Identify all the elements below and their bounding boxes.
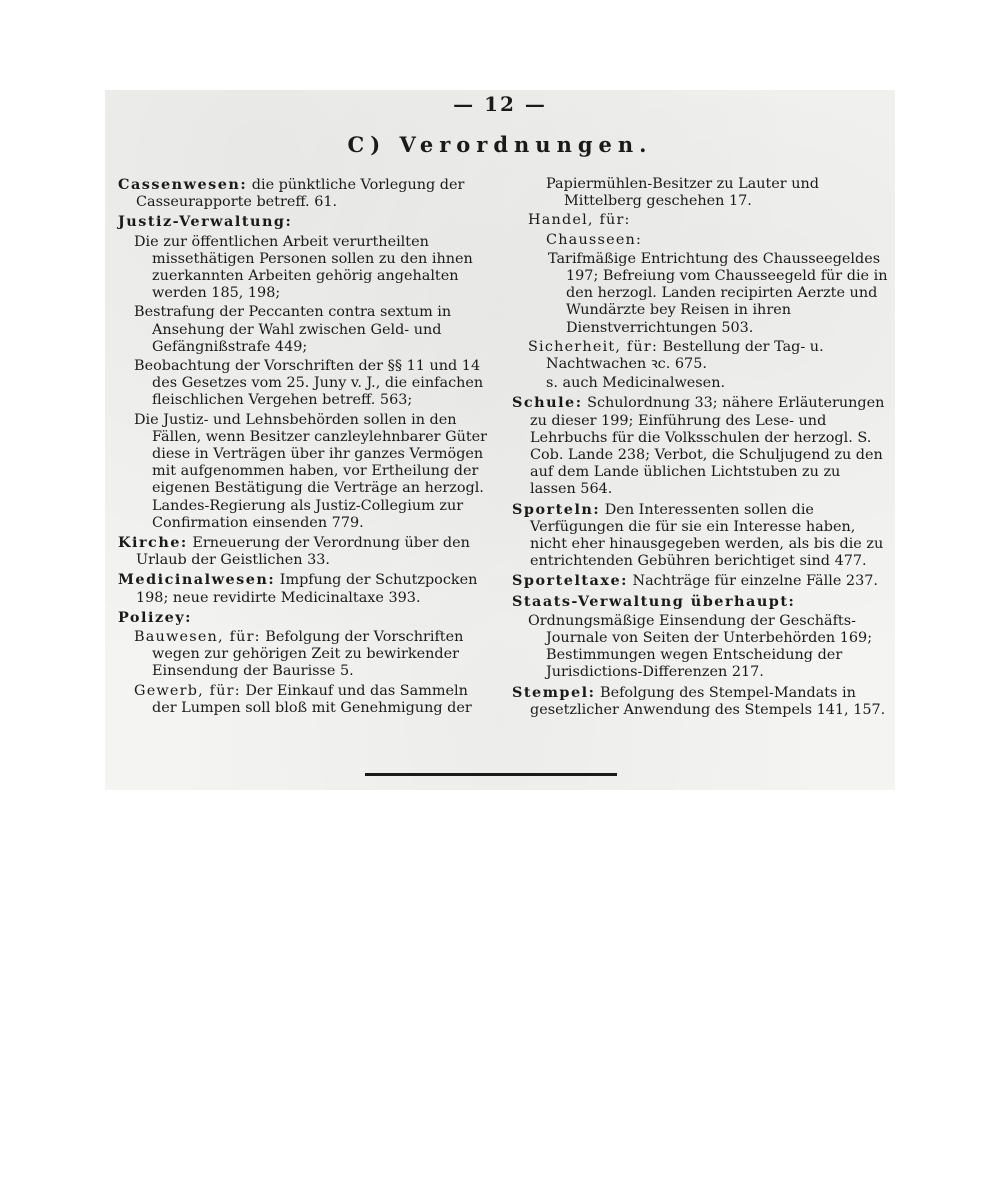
entry-term: Polizey:: [118, 608, 192, 626]
entry-term: Cassenwesen:: [118, 176, 248, 193]
entry-text: Bestellung der Tag- u. Nachtwachen ꝛc. 675.: [546, 338, 824, 373]
index-entry: [512, 613, 890, 682]
index-entry: [512, 212, 890, 229]
entry-text: Befolgung der Vorschriften wegen zur gehörigen Zeit zu bewirkender Einsendung der Baurisse 5.: [152, 629, 464, 680]
entry-text: Schulordnung 33; nähere Erläuterungen zu dieser 199; Einführung des Lese- und Lehrbuchs für die Volksschulen der herzogl. S. Cob. Lande 238; Verbot, die Schuljugend zu den auf dem Lande üblichen Lichtstuben zu zu lassen 564.: [530, 395, 885, 498]
index-entry: [118, 213, 494, 231]
index-entry: [512, 339, 890, 373]
entry-term: Sicherheit, für:: [528, 338, 659, 355]
index-entry: [118, 571, 494, 606]
entry-term: Gewerb, für:: [134, 682, 241, 699]
index-entry: [512, 394, 890, 498]
entry-text: Impfung der Schutzpocken 198; neue revidirte Medicinaltaxe 393.: [136, 572, 478, 606]
entry-text: Die zur öffentlichen Arbeit verurtheilten missethätigen Personen sollen zu den ihnen zuerkannten Arbeiten gehörig angehalten werden 185, 198;: [134, 233, 473, 302]
entry-text: Tarifmäßige Entrichtung des Chausseegeldes 197; Befreiung vom Chausseegeld für die in den herzogl. Landen recipirten Aerzte und Wundärzte bey Reisen in ihren Dienstverrichtungen 503.: [548, 250, 888, 336]
index-entry: [118, 358, 494, 410]
entry-term: Handel, für:: [528, 212, 631, 229]
end-rule: [365, 773, 617, 776]
entry-text: Bestrafung der Peccanten contra sextum in Ansehung der Wahl zwischen Geld- und Gefängnißstrafe 449;: [134, 304, 452, 355]
entry-term: Schule:: [512, 394, 583, 412]
entry-text: Ordnungsmäßige Einsendung der Geschäfts-Journale von Seiten der Unterbehörden 169; Bestimmungen wegen Entscheidung der Jurisdictions-Differenzen 217.: [528, 612, 873, 681]
entry-term: Bauwesen, für:: [134, 629, 261, 646]
entry-text: Beobachtung der Vorschriften der §§ 11 und 14 des Gesetzes vom 25. Juny v. J., die einfachen fleischlichen Vergehen betreff. 563;: [134, 358, 484, 409]
index-entry: [512, 176, 890, 210]
entry-text: Die Justiz- und Lehnsbehörden sollen in den Fällen, wenn Besitzer canzleylehnbarer Güter diese in Verträgen über ihr ganzes Vermögen mit aufgenommen haben, vor Ertheilung der eigenen Bestätigung die Verträge an herzogl. Landes-Regierung als Justiz-Collegium zur Confirmation einsenden 779.: [134, 411, 488, 531]
entry-term: Kirche:: [118, 534, 188, 552]
entry-term: Chausseen:: [546, 231, 643, 248]
index-entry: [118, 176, 494, 211]
entry-text: Erneuerung der Verordnung über den Urlaub der Geistlichen 33.: [136, 535, 470, 569]
entry-term: Sporteln:: [512, 500, 601, 518]
index-entry: [118, 412, 494, 532]
entry-text: s. auch Medicinalwesen.: [546, 375, 726, 392]
entry-term: Sporteltaxe:: [512, 572, 628, 590]
entry-text: die pünktliche Vorlegung der Casseurapporte betreff. 61.: [136, 177, 465, 211]
index-entry: [512, 572, 890, 590]
index-entry: [118, 234, 494, 303]
index-entry: [512, 501, 890, 571]
entry-text: Der Einkauf und das Sammeln der Lumpen soll bloß mit Genehmigung der: [152, 682, 472, 716]
right-column: [512, 176, 890, 721]
entry-term: Stempel:: [512, 683, 596, 701]
entry-text: Nachträge für einzelne Fälle 237.: [627, 573, 878, 590]
entry-term: Justiz-Verwaltung:: [118, 213, 293, 231]
entry-text: Papiermühlen-Besitzer zu Lauter und Mittelberg geschehen 17.: [546, 176, 820, 210]
left-column: [118, 176, 494, 719]
index-entry: [512, 375, 890, 392]
index-entry: [512, 684, 890, 719]
entry-term: Staats-Verwaltung überhaupt:: [512, 592, 796, 610]
section-heading: C) Verordnungen.: [347, 132, 653, 157]
index-entry: [118, 534, 494, 569]
index-entry: [118, 629, 494, 681]
index-entry: [118, 304, 494, 356]
index-entry: [512, 593, 890, 611]
index-entry: [118, 609, 494, 627]
entry-text: Befolgung des Stempel-Mandats in gesetzlicher Anwendung des Stempels 141, 157.: [530, 684, 886, 718]
page-number: — 12 —: [453, 92, 547, 116]
index-entry: [512, 251, 890, 337]
index-entry: [118, 683, 494, 717]
entry-text: Den Interessenten sollen die Verfügungen die für sie ein Interesse haben, nicht eher hinausgegeben werden, als bis die zu entrichtenden Gebühren berichtiget sind 477.: [530, 501, 884, 570]
entry-term: Medicinalwesen:: [118, 571, 276, 589]
index-entry: [512, 232, 890, 249]
